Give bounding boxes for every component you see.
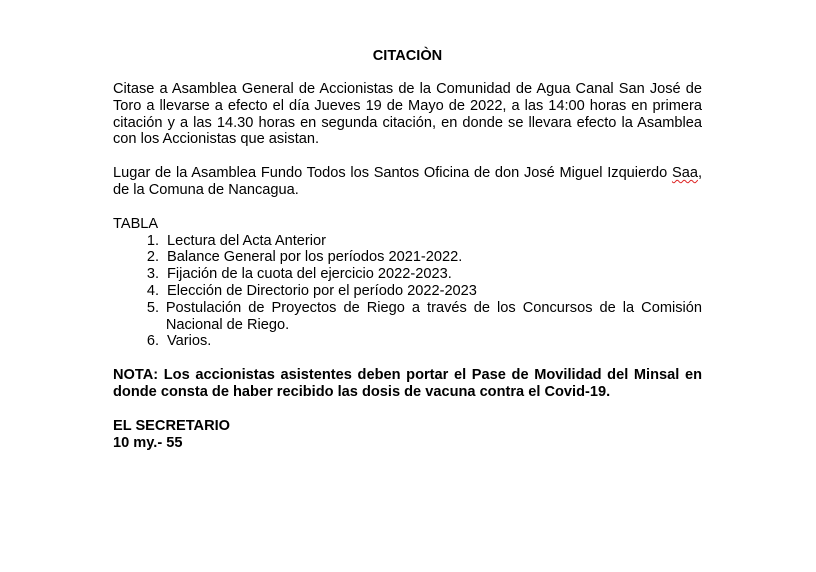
agenda-item-text: Fijación de la cuota del ejercicio 2022-2023.	[167, 266, 452, 283]
agenda-item	[113, 233, 702, 250]
location-text: Lugar de la Asamblea Fundo Todos los Santos Oficina de don José Miguel Izquierdo	[113, 165, 672, 182]
location-paragraph	[113, 165, 702, 199]
citation-paragraph: Citase a Asamblea General de Accionistas de la Comunidad de Agua Canal San José de Toro a llevarse a efecto el día Jueves 19 de Mayo de 2022, a las 14:00 horas en primera citación y a las 14.30 horas en segunda citación, en donde se llevara efecto la Asamblea con los Accionistas que asistan.	[113, 81, 702, 148]
agenda-item-text: Balance General por los períodos 2021-2022.	[167, 249, 463, 266]
agenda-item-number: 1.	[146, 232, 159, 249]
agenda-item	[113, 283, 702, 300]
agenda-item-text: Varios.	[167, 333, 212, 350]
agenda-item-text: Lectura del Acta Anterior	[167, 232, 327, 249]
agenda-item	[113, 333, 702, 350]
agenda-list	[113, 233, 702, 351]
signature-reference: 10 my.- 55	[113, 434, 183, 451]
agenda-heading: TABLA	[113, 215, 159, 232]
agenda-item-number: 6.	[146, 333, 159, 350]
agenda-item-text: Elección de Directorio por el período 2022-2023	[167, 282, 477, 299]
agenda-item-number: 3.	[146, 266, 159, 283]
document-page	[113, 47, 702, 451]
agenda-item-number: 5.	[146, 299, 159, 316]
location-text-end: , de la Comuna de Nancagua.	[113, 165, 702, 198]
agenda-item	[113, 266, 702, 283]
document-title: CITACIÒN	[372, 48, 443, 64]
agenda-item-text: Postulación de Proyectos de Riego a través de los Concursos de la Comisión Nacional de Riego.	[165, 299, 702, 333]
agenda-item-number: 4.	[146, 282, 159, 299]
agenda-item-number: 2.	[146, 249, 159, 266]
agenda-item	[113, 249, 702, 266]
agenda-item	[113, 300, 702, 334]
note-paragraph: NOTA: Los accionistas asistentes deben portar el Pase de Movilidad del Minsal en donde consta de haber recibido las dosis de vacuna contra el Covid-19.	[113, 367, 702, 400]
spellcheck-flagged-word: Saa	[671, 165, 698, 182]
signature-title: EL SECRETARIO	[113, 417, 231, 434]
